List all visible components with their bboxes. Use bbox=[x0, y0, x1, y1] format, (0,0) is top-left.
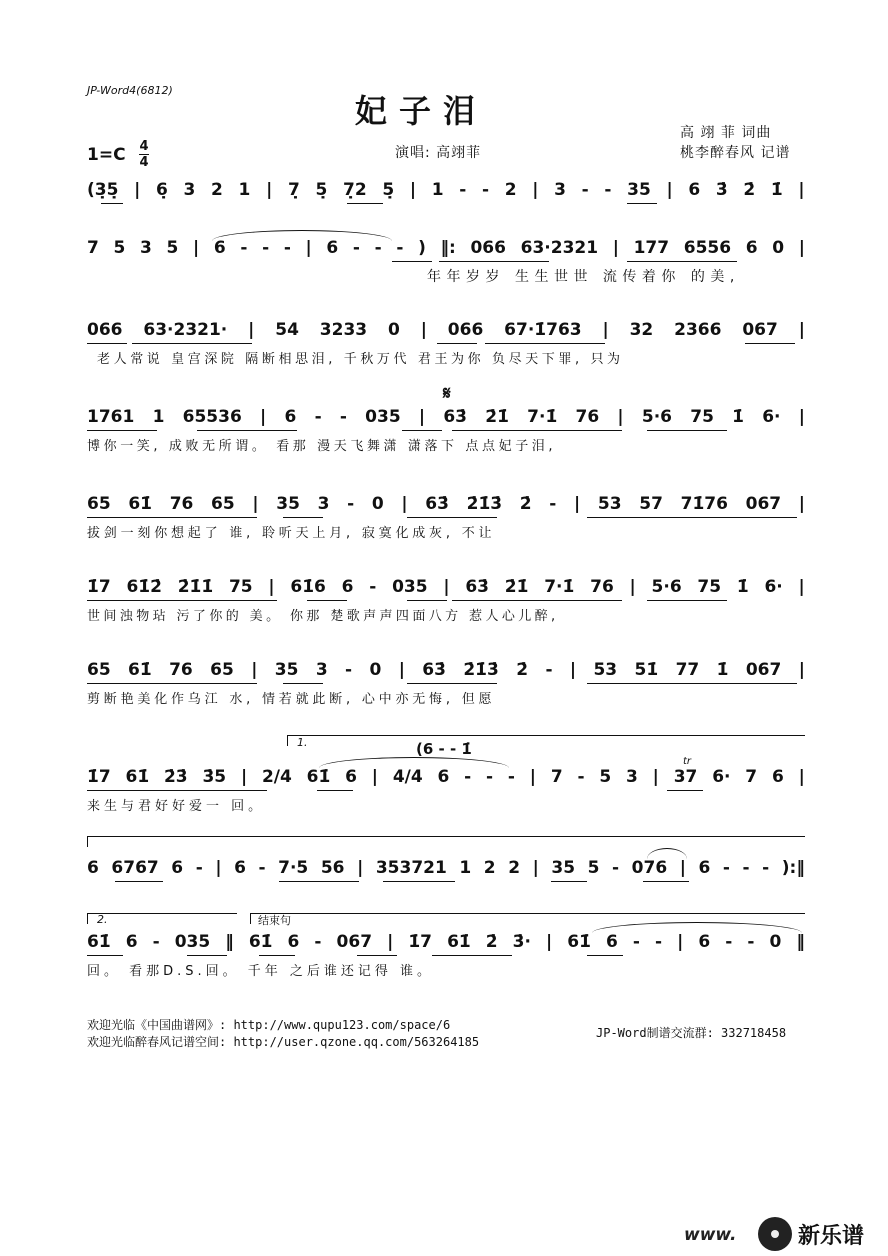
note-token: - bbox=[545, 660, 553, 680]
footer-link-2[interactable]: 欢迎光临醉春风记谱空间: http://user.qzone.qq.com/563264185 bbox=[87, 1035, 480, 1049]
note-token: 5 bbox=[113, 238, 126, 258]
note-token: - bbox=[464, 767, 472, 787]
note-token: - bbox=[258, 858, 266, 878]
note-token: 63·2321· bbox=[143, 320, 228, 340]
note-token: 1̇7 bbox=[87, 577, 111, 597]
note-token: 7̣ bbox=[287, 180, 300, 200]
footer-link-1[interactable]: 欢迎光临《中国曲谱网》: http://www.qupu123.com/space/6 bbox=[87, 1018, 451, 1032]
note-token: - bbox=[152, 932, 160, 952]
record-disc-icon bbox=[758, 1217, 792, 1251]
note-token: 63̇ bbox=[425, 494, 449, 514]
note-token: 1 bbox=[238, 180, 251, 200]
note-token: 7·1̇ bbox=[527, 407, 558, 427]
barline: | bbox=[798, 180, 805, 200]
barline: | bbox=[798, 320, 805, 340]
note-token: 56 bbox=[320, 858, 345, 878]
note-token: - bbox=[374, 238, 382, 258]
note-token: 5·6 bbox=[641, 407, 672, 427]
note-token: 067 bbox=[745, 660, 782, 680]
note-token: 67·1̇763 bbox=[504, 320, 582, 340]
note-token: 65 bbox=[211, 494, 235, 514]
time-signature bbox=[139, 140, 149, 169]
transcriber-credit: 桃李醉春风 记谱 bbox=[680, 145, 791, 161]
note-token: 1761 bbox=[87, 407, 135, 427]
note-token: 3 bbox=[140, 238, 152, 258]
note-token: - bbox=[747, 932, 755, 952]
note-token: - bbox=[632, 932, 640, 952]
ending-label: 结束句 bbox=[258, 914, 291, 927]
note-token: 1̇7 bbox=[87, 767, 111, 787]
note-token: 0 bbox=[371, 494, 384, 514]
barline: | bbox=[532, 180, 539, 200]
note-token: 61̇ bbox=[248, 932, 273, 952]
note-token: 61̇ bbox=[87, 932, 111, 952]
note-token: 6 bbox=[326, 238, 339, 258]
note-token: 53 bbox=[593, 660, 618, 680]
note-token: 2̇ bbox=[743, 180, 756, 200]
time-signature-top: 4 bbox=[139, 139, 149, 154]
note-token: 53 bbox=[597, 494, 622, 514]
note-token: 2̇ bbox=[516, 660, 529, 680]
note-token: 067 bbox=[745, 494, 782, 514]
note-token: 65536 bbox=[182, 407, 242, 427]
note-token: 2̇ bbox=[485, 932, 498, 952]
continuation-bracket bbox=[87, 836, 805, 837]
note-token: 5̣ bbox=[382, 180, 395, 200]
note-token: 61̇ bbox=[128, 660, 152, 680]
barline: | bbox=[798, 767, 805, 787]
note-token: 353721 bbox=[375, 858, 447, 878]
note-token: 5 bbox=[587, 858, 600, 878]
notation-line bbox=[87, 318, 805, 342]
note-token: - bbox=[604, 180, 612, 200]
note-token: 0 bbox=[772, 238, 785, 258]
lyric-line: 老人常说 皇宫深院 隔断相思泪, 千秋万代 君王为你 负尽天下罪, 只为 bbox=[97, 352, 624, 367]
note-token: 7 bbox=[87, 238, 99, 258]
note-token: 6 bbox=[87, 858, 99, 878]
note-token: - bbox=[347, 494, 355, 514]
barline: | bbox=[215, 858, 222, 878]
lyric-line: 年年岁岁 生生世世 流传着你 的美, bbox=[427, 269, 740, 285]
barline: | bbox=[798, 407, 805, 427]
note-token: 6· bbox=[764, 577, 783, 597]
note-token: 35 bbox=[276, 494, 300, 514]
note-token: 51̇ bbox=[634, 660, 659, 680]
note-token: 6 bbox=[213, 238, 226, 258]
note-token: - bbox=[339, 407, 347, 427]
note-token: 37 bbox=[673, 767, 698, 787]
note-token: 6 bbox=[234, 858, 246, 878]
notation-line bbox=[87, 658, 805, 682]
note-token: 65 bbox=[87, 660, 111, 680]
note-token: 5 bbox=[599, 767, 612, 787]
note-token: 6̣ bbox=[156, 180, 168, 200]
note-token: - bbox=[314, 407, 322, 427]
note-token: 2/4 bbox=[261, 767, 292, 787]
note-token: 2̇1̇ bbox=[485, 407, 509, 427]
note-token: 6 bbox=[287, 932, 300, 952]
notation-line bbox=[87, 492, 805, 516]
note-token: 35 bbox=[274, 660, 299, 680]
barline: | bbox=[798, 494, 805, 514]
note-token: 7·5 bbox=[278, 858, 309, 878]
note-token: 6 bbox=[171, 858, 184, 878]
barline: | bbox=[134, 180, 141, 200]
barline: | bbox=[240, 767, 248, 787]
watermark-url: www. bbox=[684, 1225, 737, 1245]
note-token: - bbox=[725, 932, 733, 952]
lyric-line: 世间浊物玷 污了你的 美。 你那 楚歌声声四面八方 惹人心儿醉, bbox=[87, 609, 559, 624]
note-token: (3̣5̣ bbox=[87, 180, 119, 200]
note-token: 76 bbox=[590, 577, 614, 597]
note-token: - bbox=[762, 858, 770, 878]
note-token: 61̇ bbox=[567, 932, 591, 952]
note-token: 65 bbox=[87, 494, 111, 514]
barline: | bbox=[677, 932, 684, 952]
watermark-brand: 新乐谱 bbox=[798, 1223, 865, 1249]
note-token: 076 bbox=[631, 858, 668, 878]
barline: ‖ bbox=[225, 932, 234, 952]
barline: | bbox=[371, 767, 379, 787]
note-token: 61̇ bbox=[447, 932, 471, 952]
note-token: - bbox=[262, 238, 270, 258]
note-token: - bbox=[581, 180, 589, 200]
barline: | bbox=[251, 660, 258, 680]
barline: | bbox=[612, 238, 619, 258]
barline: | bbox=[629, 577, 636, 597]
barline: | bbox=[679, 858, 686, 878]
note-token: 76 bbox=[169, 494, 194, 514]
note-token: 035 bbox=[392, 577, 428, 597]
note-token: 1̇ bbox=[716, 660, 729, 680]
note-token: - bbox=[655, 932, 663, 952]
barline: | bbox=[248, 320, 255, 340]
note-token: 6 bbox=[698, 932, 711, 952]
note-token: 035 bbox=[365, 407, 401, 427]
note-token: 0 bbox=[769, 932, 782, 952]
notation-line bbox=[87, 236, 805, 260]
note-token: - bbox=[396, 238, 404, 258]
barline: | bbox=[305, 238, 312, 258]
note-token: 76 bbox=[575, 407, 600, 427]
barline: | bbox=[602, 320, 609, 340]
footer-group: JP-Word制谱交流群: 332718458 bbox=[596, 1026, 787, 1040]
note-token: 2̇ bbox=[519, 494, 532, 514]
note-token: 35 bbox=[551, 858, 576, 878]
note-token: - bbox=[486, 767, 494, 787]
note-token: 3 bbox=[626, 767, 638, 787]
note-token: 3 bbox=[554, 180, 566, 200]
barline: ‖: bbox=[440, 238, 456, 258]
note-token: 61̇ bbox=[125, 767, 150, 787]
key-signature: 1=C bbox=[87, 145, 126, 165]
barline: | bbox=[569, 660, 577, 680]
notation-line bbox=[87, 930, 805, 954]
singer-credit: 演唱: 高翊菲 bbox=[395, 145, 482, 161]
barline: | bbox=[357, 858, 364, 878]
note-token: 35 bbox=[627, 180, 651, 200]
barline: ‖ bbox=[796, 932, 805, 952]
note-token: 2366 bbox=[674, 320, 722, 340]
note-token: - bbox=[507, 767, 515, 787]
note-token: 1̇7 bbox=[408, 932, 433, 952]
note-token: 1̇ bbox=[732, 407, 744, 427]
notation-line bbox=[87, 765, 805, 789]
note-token: 2̇1̇ bbox=[504, 577, 529, 597]
note-token: 75 bbox=[697, 577, 722, 597]
note-token: 76 bbox=[169, 660, 193, 680]
barline: | bbox=[798, 238, 805, 258]
notation-line bbox=[87, 178, 805, 202]
barline: | bbox=[193, 238, 200, 258]
notation-line bbox=[87, 856, 805, 880]
note-token: - bbox=[352, 238, 360, 258]
barline: | bbox=[398, 660, 405, 680]
note-token: 2̇1̇1̇ bbox=[177, 577, 214, 597]
note-token: 7·1̇ bbox=[544, 577, 575, 597]
note-token: 1 bbox=[459, 858, 472, 878]
note-token: - bbox=[742, 858, 750, 878]
note-token: 54 bbox=[275, 320, 299, 340]
note-token: 6 bbox=[688, 180, 701, 200]
note-token: 2̇1̇3̇ bbox=[466, 494, 503, 514]
note-token: 2̇3̇ bbox=[163, 767, 188, 787]
note-token: 63̇ bbox=[422, 660, 446, 680]
note-token: 63̇ bbox=[443, 407, 468, 427]
notation-line bbox=[87, 575, 805, 599]
note-token: 3̇· bbox=[512, 932, 531, 952]
barline: | bbox=[546, 932, 553, 952]
barline: | bbox=[252, 494, 259, 514]
note-token: 6 bbox=[771, 767, 784, 787]
note-token: 3̇5 bbox=[202, 767, 227, 787]
note-token: 61̇ bbox=[128, 494, 153, 514]
note-token: 75 bbox=[690, 407, 714, 427]
barline: | bbox=[268, 577, 275, 597]
note-token: 3 bbox=[315, 660, 328, 680]
barline: | bbox=[652, 767, 659, 787]
barline: ):‖ bbox=[781, 858, 805, 878]
watermark-logo bbox=[758, 1212, 888, 1256]
note-token: 6· bbox=[762, 407, 781, 427]
barline: | bbox=[387, 932, 394, 952]
note-token: 61̇2̇ bbox=[126, 577, 162, 597]
note-token: - bbox=[240, 238, 248, 258]
note-token: 1 bbox=[431, 180, 444, 200]
note-token: - bbox=[314, 932, 322, 952]
ending-bracket bbox=[250, 913, 805, 914]
note-token: 067 bbox=[742, 320, 778, 340]
note-token: 63̇ bbox=[465, 577, 490, 597]
trill-mark: tr bbox=[683, 756, 692, 767]
barline: | bbox=[798, 577, 805, 597]
barline: | bbox=[666, 180, 673, 200]
note-token: 5̣ bbox=[315, 180, 328, 200]
note-token: 3233 bbox=[319, 320, 368, 340]
barline: | bbox=[798, 660, 805, 680]
volta-bracket-2 bbox=[87, 913, 237, 914]
note-token: 066 bbox=[87, 320, 123, 340]
note-token: 6 bbox=[345, 767, 357, 787]
barline: | bbox=[420, 320, 427, 340]
lyric-line: 剪断艳美化作乌江 水, 情若就此断, 心中亦无悔, 但愿 bbox=[87, 692, 496, 707]
note-token: 035 bbox=[174, 932, 211, 952]
note-token: - bbox=[481, 180, 490, 200]
note-token: 6 bbox=[284, 407, 297, 427]
barline: | bbox=[260, 407, 267, 427]
composer-credit: 高 翊 菲 词曲 bbox=[680, 125, 772, 141]
note-token: 6 bbox=[125, 932, 138, 952]
note-token: 6 bbox=[606, 932, 618, 952]
note-token: 71̇76 bbox=[680, 494, 728, 514]
note-token: 2 bbox=[211, 180, 223, 200]
note-token: 7 bbox=[550, 767, 563, 787]
segno-sign: 𝄋 bbox=[443, 383, 451, 404]
generator-label: JP-Word4(6812) bbox=[87, 84, 173, 97]
barline: | bbox=[418, 407, 426, 427]
volta-bracket-1 bbox=[287, 735, 805, 736]
song-title: 妃子泪 bbox=[355, 92, 488, 130]
note-token: 6 bbox=[745, 238, 758, 258]
note-token: 6 bbox=[437, 767, 450, 787]
note-token: - bbox=[369, 577, 377, 597]
note-token: 3 bbox=[183, 180, 196, 200]
note-token: 6556 bbox=[683, 238, 732, 258]
note-token: 066 bbox=[470, 238, 506, 258]
barline: | bbox=[266, 180, 273, 200]
note-token: - bbox=[283, 238, 291, 258]
note-token: 3̇ bbox=[715, 180, 728, 200]
note-token: 5 bbox=[166, 238, 179, 258]
note-token: - bbox=[612, 858, 620, 878]
note-token: 2 bbox=[504, 180, 517, 200]
barline: | bbox=[409, 180, 417, 200]
barline: | bbox=[574, 494, 581, 514]
note-token: 65 bbox=[210, 660, 234, 680]
volta-2-label: 2. bbox=[97, 913, 108, 926]
barline: | bbox=[532, 858, 539, 878]
note-token: 3 bbox=[317, 494, 330, 514]
parenthesized-notes: (6 - - 1̇ bbox=[416, 740, 472, 758]
note-token: 0 bbox=[387, 320, 400, 340]
lyric-line: 拔剑一刻你想起了 谁, 聆听天上月, 寂寞化成灰, 不让 bbox=[87, 526, 496, 541]
note-token: 61̇6 bbox=[290, 577, 326, 597]
lyric-line: 博你一笑, 成败无所谓。 看那 漫天飞舞潇 潇落下 点点妃子泪, bbox=[87, 439, 557, 454]
note-token: 066 bbox=[447, 320, 484, 340]
barline: | bbox=[617, 407, 624, 427]
note-token: 2 bbox=[483, 858, 496, 878]
lyric-line: 回。 看那D.S.回。 千年 之后谁还记得 谁。 bbox=[87, 964, 435, 979]
note-token: 067 bbox=[336, 932, 373, 952]
note-token: - bbox=[345, 660, 353, 680]
note-token: 32 bbox=[629, 320, 654, 340]
barline: | bbox=[401, 494, 408, 514]
note-token: 7̣2 bbox=[342, 180, 367, 200]
note-token: - bbox=[459, 180, 467, 200]
note-token: 1̇ bbox=[736, 577, 749, 597]
note-token: 7 bbox=[745, 767, 758, 787]
note-token: 2 bbox=[508, 858, 521, 878]
note-token: 63·2321 bbox=[520, 238, 599, 258]
note-token: 6 bbox=[341, 577, 354, 597]
note-token: 6767 bbox=[111, 858, 159, 878]
note-token: - bbox=[195, 858, 203, 878]
note-token: 57 bbox=[639, 494, 663, 514]
barline: | bbox=[529, 767, 537, 787]
note-token: - bbox=[722, 858, 730, 878]
note-token: 4/4 bbox=[392, 767, 423, 787]
note-token: 77 bbox=[675, 660, 700, 680]
volta-1-label: 1. bbox=[297, 736, 308, 749]
note-token: 0 bbox=[369, 660, 382, 680]
barline: | bbox=[443, 577, 450, 597]
notation-line bbox=[87, 405, 805, 429]
note-token: 177 bbox=[633, 238, 670, 258]
note-token: 5·6 bbox=[651, 577, 682, 597]
note-token: 1̇ bbox=[770, 180, 783, 200]
note-token: 1 bbox=[152, 407, 165, 427]
note-token: 61̇ bbox=[306, 767, 331, 787]
time-signature-bottom: 4 bbox=[139, 155, 149, 170]
note-token: 2̇1̇3̇ bbox=[463, 660, 499, 680]
lyric-line: 来生与君好好爱一 回。 bbox=[87, 799, 266, 814]
note-token: 75 bbox=[228, 577, 253, 597]
note-token: - bbox=[549, 494, 557, 514]
note-token: 6· bbox=[712, 767, 731, 787]
note-token: - bbox=[577, 767, 585, 787]
note-token: 6 bbox=[698, 858, 711, 878]
note-token: ) bbox=[418, 238, 426, 258]
